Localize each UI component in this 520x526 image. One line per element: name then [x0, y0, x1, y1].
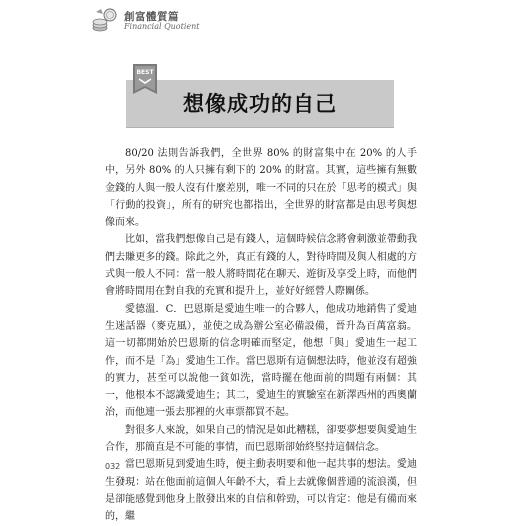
running-header	[92, 6, 212, 36]
paragraph: 愛德溫．C．巴恩斯是愛迪生唯一的合夥人，他成功地銷售了愛迪生迷話器（麥克風），並使之成為辦公室必備設備，晉升為百萬富翁。這一切都開始於巴恩斯的信念明確而堅定，他想「與」愛迪生一起工作，而不是「為」愛迪生工作。當巴恩斯有這個想法時，他並沒有超強的實力，甚至可以說他一貧如洗，當時擺在他面前的問題有兩個：其一，他根本不認識愛迪生；其二，愛迪生的實驗室在新澤西州的西奧蘭治，而他連一張去那裡的火車票都買不起。	[105, 303, 417, 419]
coin-stack-icon	[92, 6, 118, 34]
badge-label: BEST	[136, 69, 154, 76]
header-title: 創富體質篇	[124, 11, 179, 23]
paragraph: 對很多人來說，如果自己的情況是如此糟糕，卻要夢想要與愛迪生合作，那簡直是不可能的事情，而巴恩斯卻始終堅持這個信念。	[105, 424, 417, 454]
chapter-title: 想像成功的自己	[183, 91, 337, 116]
best-ribbon-icon	[133, 64, 157, 100]
paragraph: 比如，當我們想像自己是有錢人，這個時候信念將會刺激並帶動我們去賺更多的錢。除此之外，真正有錢的人，對待時間及與人相處的方式與一般人不同：當一般人將時間花在聊天、遊街及享受上時，而他們會將時間用在對自我的充實和提升上，並好好經營人際關係。	[105, 234, 417, 298]
paragraph: 80/20 法則告訴我們，全世界 80% 的財富集中在 20% 的人手中，另外 80% 的人只擁有剩下的 20% 的財富。其實，這些擁有無數金錢的人與一般人沒有什麼差別，唯一不同的只在於「思考的模式」與「行動的投資」，所有的研究也都指出，全世界的財富都是由思考與想像而來。	[105, 148, 417, 229]
article-body	[105, 145, 417, 526]
paragraph: 當巴恩斯見到愛迪生時，便主動表明要和他一起共事的想法。愛迪生發現：站在他面前這個人年齡不大，看上去就像個普通的流浪漢，但是卻能感覺到他身上散發出來的自信和幹勁，可以肯定：他是有備而來的，繼	[105, 459, 417, 523]
chapter-title-banner	[126, 80, 394, 128]
header-subtitle: Financial Quotient	[124, 22, 200, 31]
page-number: 032	[105, 462, 121, 471]
